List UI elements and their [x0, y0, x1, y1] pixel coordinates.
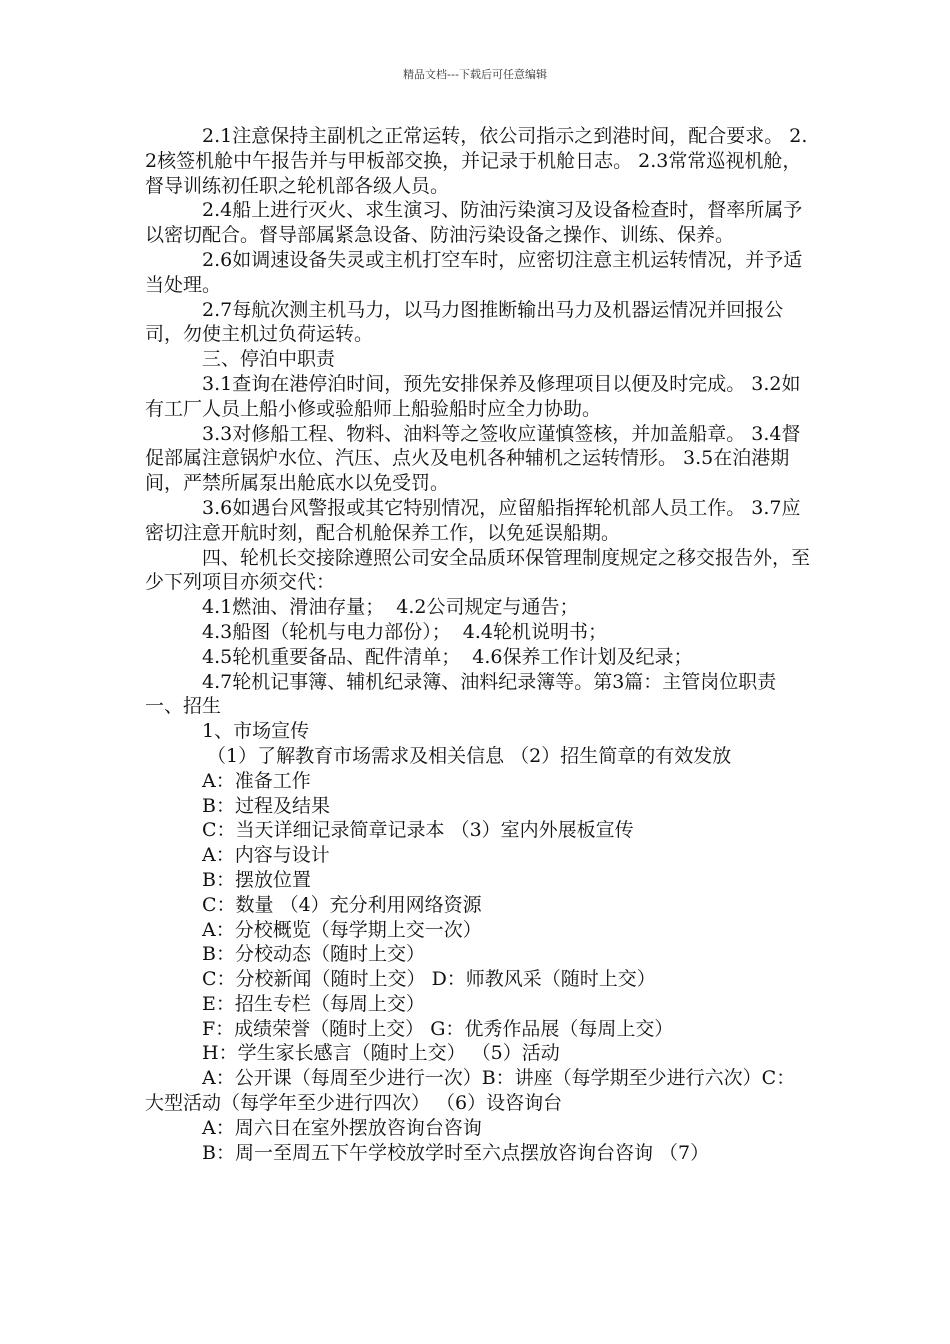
paragraph: 4.3船图（轮机与电力部份）； 4.4轮机说明书； [202, 620, 608, 643]
list-item: E：招生专栏（每周上交） [202, 992, 425, 1015]
paragraph: 4.7轮机记事簿、辅机纪录簿、油料纪录簿等。第3篇：主管岗位职责一、招生 [145, 670, 777, 718]
paragraph: 4.5轮机重要备品、配件清单； 4.6保养工作计划及纪录； [202, 645, 693, 668]
list-item: B：过程及结果 [202, 794, 330, 817]
paragraph: 3.3对修船工程、物料、油料等之签收应谨慎签核，并加盖船章。 3.4督促部属注意锅炉水位、汽压、点火及电机各种辅机之运转情形。 3.5在泊港期间，严禁所属泵出舱底水以免受罚。 [145, 422, 801, 495]
paragraph: 3.1查询在港停泊时间，预先安排保养及修理项目以便及时完成。 3.2如有工厂人员上船小修或验船师上船验船时应全力协助。 [145, 372, 801, 420]
list-item: F：成绩荣誉（随时上交） G：优秀作品展（每周上交） [202, 1017, 674, 1040]
list-item: C：数量 （4）充分利用网络资源 [202, 893, 482, 916]
paragraph: 2.4船上进行灭火、求生演习、防油污染演习及设备检查时，督率所属予以密切配合。督导部属紧急设备、防油污染设备之操作、训练、保养。 [145, 199, 803, 247]
paragraph: （1）了解教育市场需求及相关信息 （2）招生简章的有效发放 [207, 744, 732, 767]
paragraph: 四、轮机长交接除遵照公司安全品质环保管理制度规定之移交报告外，至少下列项目亦须交代： [145, 546, 811, 594]
list-item: A：分校概览（每学期上交一次） [202, 918, 482, 941]
list-item: A：公开课（每周至少进行一次）B：讲座（每学期至少进行六次）C：大型活动（每学年至少进行四次） （6）设咨询台 [145, 1067, 796, 1115]
list-item: B：分校动态（随时上交） [202, 943, 425, 966]
list-item: H：学生家长感言（随时上交） （5）活动 [202, 1042, 560, 1065]
section-heading: 三、停泊中职责 [202, 348, 336, 371]
list-item: A：周六日在室外摆放咨询台咨询 [202, 1116, 482, 1139]
list-item: B：周一至周五下午学校放学时至六点摆放咨询台咨询 （7） [202, 1141, 710, 1164]
document-body [145, 124, 810, 1165]
paragraph: 4.1燃油、滑油存量； 4.2公司规定与通告； [202, 596, 579, 619]
paragraph: 3.6如遇台风警报或其它特别情况，应留船指挥轮机部人员工作。 3.7应密切注意开航时刻，配合机舱保养工作，以免延误船期。 [145, 496, 801, 544]
section-heading: 1、市场宣传 [202, 720, 310, 743]
paragraph: 2.7每航次测主机马力，以马力图推断输出马力及机器运情况并回报公司，勿使主机过负荷运转。 [145, 298, 784, 346]
page-header: 精品文档---下载后可任意编辑 [403, 68, 547, 81]
paragraph: 2.1注意保持主副机之正常运转，依公司指示之到港时间，配合要求。 2.2核签机舱中午报告并与甲板部交换，并记录于机舱日志。 2.3常常巡视机舱，督导训练初任职之轮机部各级人员。 [145, 125, 808, 197]
list-item: A：准备工作 [202, 769, 311, 792]
list-item: B：摆放位置 [202, 868, 311, 891]
list-item: C：当天详细记录简章记录本 （3）室内外展板宣传 [202, 819, 634, 842]
paragraph: 2.6如调速设备失灵或主机打空车时，应密切注意主机运转情况，并予适当处理。 [145, 248, 803, 296]
list-item: C：分校新闻（随时上交） D：师教风采（随时上交） [202, 968, 656, 991]
list-item: A：内容与设计 [202, 844, 330, 867]
